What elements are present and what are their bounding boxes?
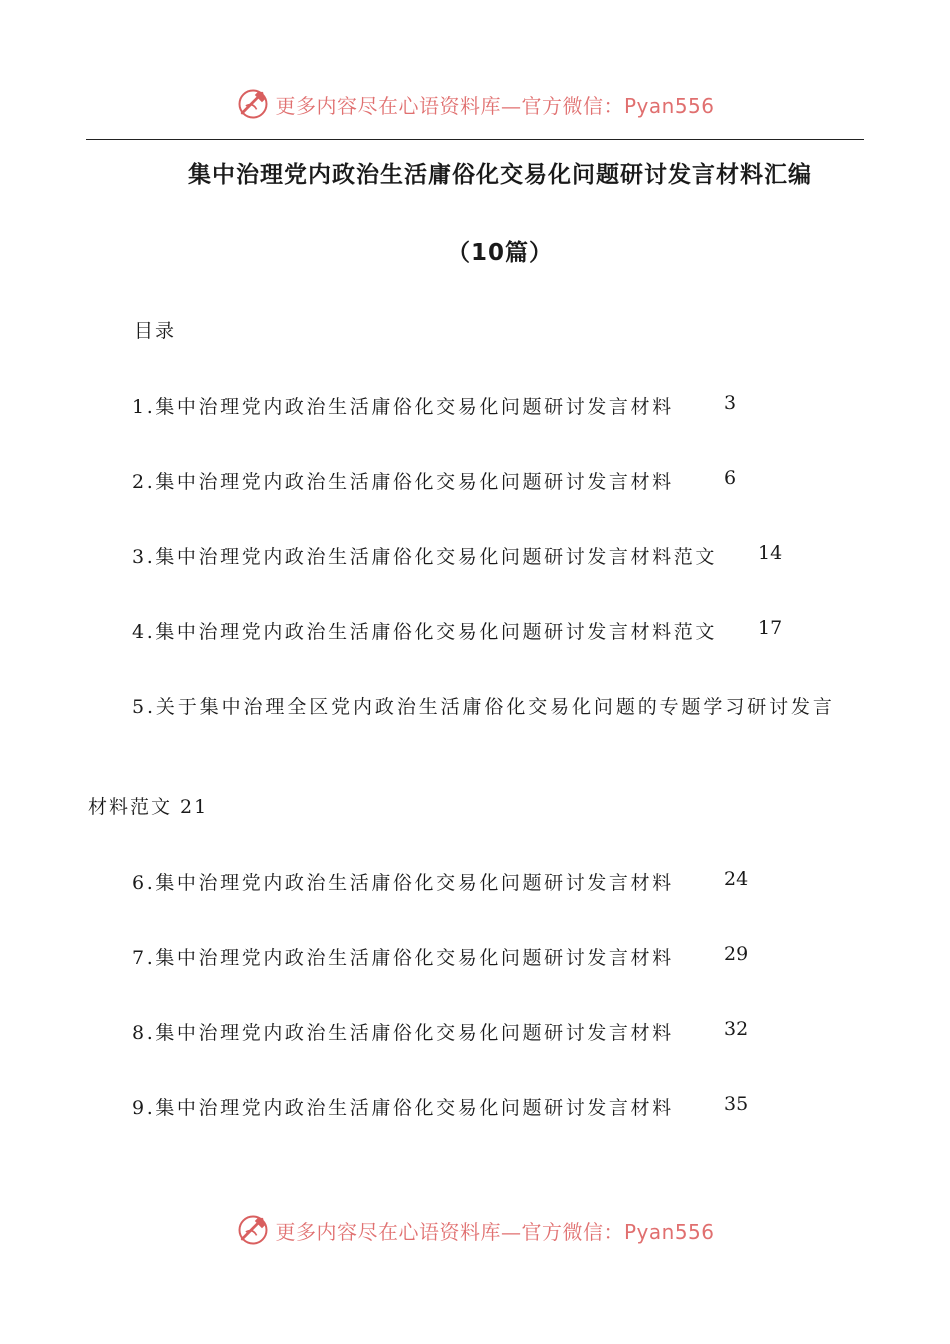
toc-item-page: 29 <box>724 943 749 965</box>
toc-item-label: 9.集中治理党内政治生活庸俗化交易化问题研讨发言材料 <box>132 1097 674 1119</box>
toc-item-page: 14 <box>758 542 783 564</box>
document-title: 集中治理党内政治生活庸俗化交易化问题研讨发言材料汇编 <box>188 162 812 188</box>
toc-item-page: 3 <box>724 392 737 414</box>
toc-item-label: 2.集中治理党内政治生活庸俗化交易化问题研讨发言材料 <box>132 471 674 493</box>
header-rule <box>86 139 864 140</box>
toc-item-label: 5.关于集中治理全区党内政治生活庸俗化交易化问题的专题学习研讨发言 <box>132 696 835 718</box>
toc-item-page: 35 <box>724 1093 749 1115</box>
toc-item-label: 3.集中治理党内政治生活庸俗化交易化问题研讨发言材料范文 <box>132 546 717 568</box>
toc-item <box>132 868 749 895</box>
toc-item-page: 17 <box>758 617 783 639</box>
toc-item-page: 32 <box>724 1018 749 1040</box>
pen-circle-logo-icon <box>235 86 271 122</box>
toc-item <box>132 1093 749 1120</box>
watermark-text: 更多内容尽在心语资料库—官方微信：Pyan556 <box>275 93 715 118</box>
toc-heading: 目录 <box>134 320 177 342</box>
toc-item-page: 6 <box>724 467 737 489</box>
toc-item-label: 1.集中治理党内政治生活庸俗化交易化问题研讨发言材料 <box>132 396 674 418</box>
watermark-banner-bottom <box>0 1210 950 1250</box>
toc-item-page: 24 <box>724 868 749 890</box>
toc-item <box>132 943 749 970</box>
toc-item-continuation: 材料范文 21 <box>88 796 209 818</box>
document-subtitle: （10篇） <box>446 240 553 266</box>
toc-item-label: 6.集中治理党内政治生活庸俗化交易化问题研讨发言材料 <box>132 872 674 894</box>
watermark-banner-top <box>0 84 950 124</box>
watermark-text: 更多内容尽在心语资料库—官方微信：Pyan556 <box>275 1219 715 1244</box>
toc-item-label: 7.集中治理党内政治生活庸俗化交易化问题研讨发言材料 <box>132 947 674 969</box>
toc-item <box>132 692 835 719</box>
pen-circle-logo-icon <box>235 1212 271 1248</box>
toc-item <box>132 392 737 419</box>
toc-item <box>132 467 737 494</box>
toc-item <box>132 1018 749 1045</box>
toc-item <box>132 542 783 569</box>
toc-item-label: 4.集中治理党内政治生活庸俗化交易化问题研讨发言材料范文 <box>132 621 717 643</box>
toc-item-label: 8.集中治理党内政治生活庸俗化交易化问题研讨发言材料 <box>132 1022 674 1044</box>
toc-item <box>132 617 783 644</box>
